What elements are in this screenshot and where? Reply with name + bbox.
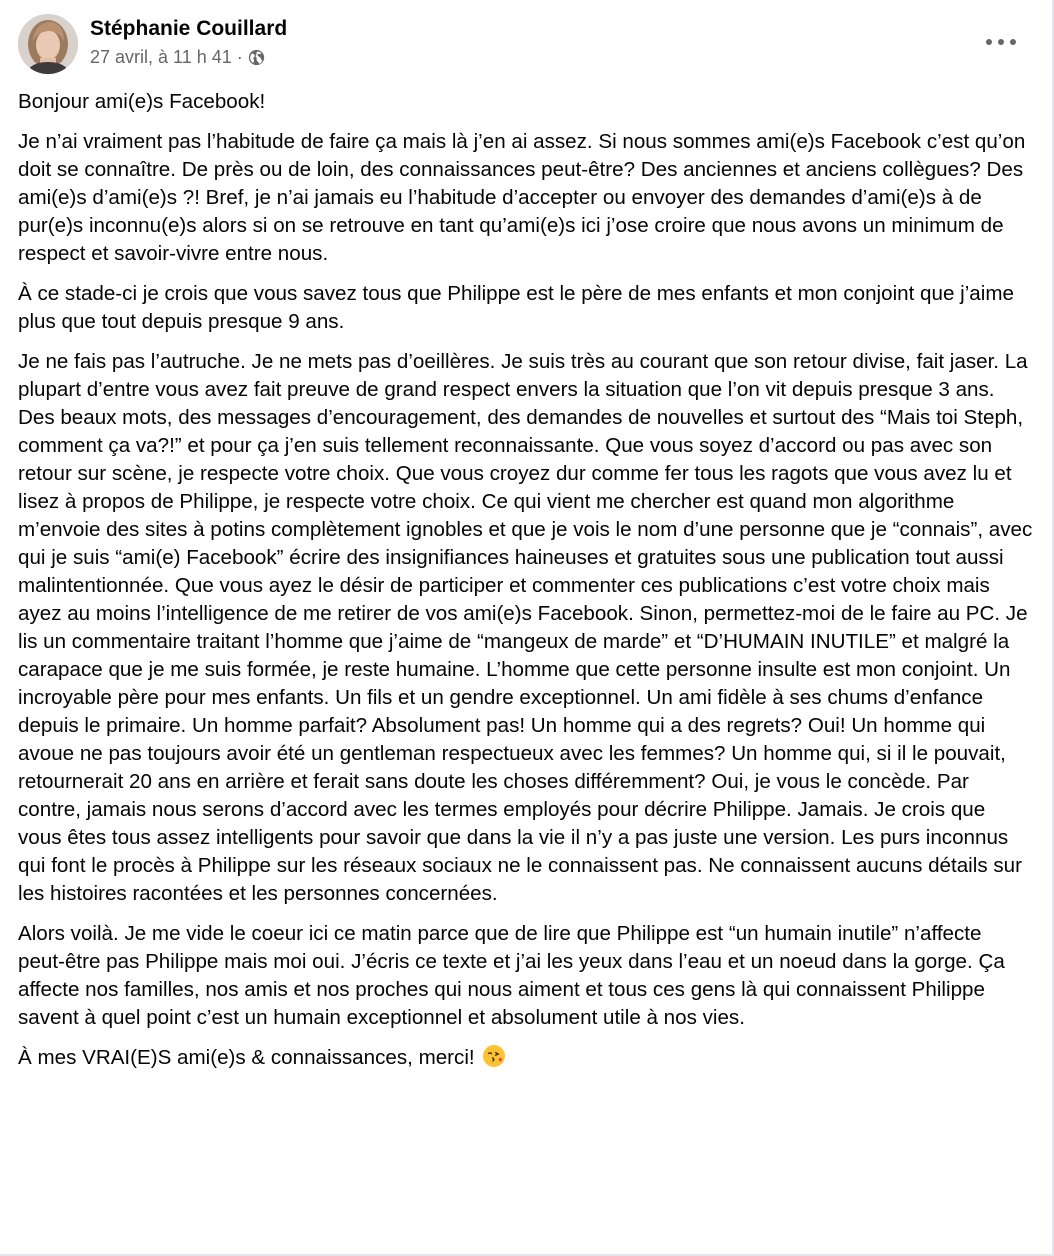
face-blowing-kiss-emoji [482, 1044, 506, 1068]
author-name[interactable]: Stéphanie Couillard [90, 17, 288, 40]
post-text [18, 88, 1034, 1084]
closing-line: À mes VRAI(E)S ami(e)s & connaissances, merci! [18, 1046, 475, 1069]
more-dot [1010, 39, 1016, 45]
avatar-photo [18, 14, 78, 74]
more-dot [998, 39, 1004, 45]
post-paragraph: Je ne fais pas l’autruche. Je ne mets pas d’oeillères. Je suis très au courant que son retour divise, fait jaser. La plupart d’entre vous avez fait preuve de grand respect envers la situation que l’on vit depuis presque 3 ans. Des beaux mots, des messages d’encouragement, des demandes de nouvelles et surtout des “Mais toi Steph, comment ça va?!” et pour ça j’en suis tellement reconnaissante. Que vous soyez d’accord ou pas avec son retour sur scène, je respecte votre choix. Que vous croyez dur comme fer tous les ragots que vous avez lu et lisez à propos de Philippe, je respecte votre choix. Ce qui vient me chercher est quand mon algorithme m’envoie des sites à potins complètement ignobles et que je vois le nom d’une personne que je “connais”, avec qui je suis “ami(e) Facebook” écrire des insignifiances haineuses et gratuites sous une publication tout aussi malintentionnée. Que vous ayez le désir de participer et commenter ces publications c’est votre choix mais ayez au moins l’intelligence de me retirer de vos ami(e)s Facebook. Sinon, permettez-moi de le faire au PC. Je lis un commentaire traitant l’homme que j’aime de “mangeux de marde” et “D’HUMAIN INUTILE” et malgré la carapace que je me suis formée, je reste humaine. L’homme que cette personne insulte est mon conjoint. Un incroyable père pour mes enfants. Un fils et un gendre exceptionnel. Un ami fidèle à ses chums d’enfance depuis le primaire. Un homme parfait? Absolument pas! Un homme qui a des regrets? Oui! Un homme qui avoue ne pas toujours avoir été un gentleman respectueux avec les femmes? Un homme qui, si il le pouvait, retournerait 20 ans en arrière et ferait sans doute les choses différemment? Oui, je vous le concède. Par contre, jamais nous serons d’accord avec les termes employés pour décrire Philippe. Jamais. Je crois que vous êtes tous assez intelligents pour savoir que dans la vie il n’y a pas juste une version. Les purs inconnus qui font le procès à Philippe sur les réseaux sociaux ne le connaissent pas. Ne connaissent aucuns détails sur les histoires racontées et les personnes concernées. [18, 350, 1033, 905]
post-paragraph: Bonjour ami(e)s Facebook! [18, 90, 266, 113]
avatar[interactable] [18, 14, 78, 74]
more-dot [986, 39, 992, 45]
post-paragraph-last [18, 1044, 1034, 1072]
post-header [18, 14, 1032, 76]
post-timestamp[interactable]: 27 avril, à 11 h 41 [90, 47, 232, 67]
more-options-icon[interactable] [986, 30, 1016, 54]
post-meta [90, 47, 265, 68]
meta-separator: · [236, 47, 243, 67]
post-paragraph: Je n’ai vraiment pas l’habitude de faire ça mais là j’en ai assez. Si nous sommes ami(e)s Facebook c’est qu’on doit se connaître. De près ou de loin, des connaissances peut-être? Des anciennes et anciens collègues? Des ami(e)s d’ami(e)s ?! Bref, je n’ai jamais eu l’habitude d’accepter ou envoyer des demandes d’ami(e)s à de pur(e)s inconnu(e)s alors si on se retrouve en tant qu’ami(e)s ici j’ose croire que nous avons un minimum de respect et savoir-vivre entre nous. [18, 130, 1026, 265]
post-paragraph: Alors voilà. Je me vide le coeur ici ce matin parce que de lire que Philippe est “un humain inutile” n’affecte peut-être pas Philippe mais moi oui. J’écris ce texte et j’ai les yeux dans l’eau et un noeud dans la gorge. Ça affecte nos familles, nos amis et nos proches qui nous aiment et tous ces gens là qui connaissent Philippe savent à quel point c’est un humain exceptionnel et absolument utile à nos vies. [18, 922, 1005, 1029]
globe-icon[interactable] [248, 49, 265, 66]
post-paragraph: À ce stade-ci je crois que vous savez tous que Philippe est le père de mes enfants et mon conjoint que j’aime plus que tout depuis presque 9 ans. [18, 282, 1014, 333]
